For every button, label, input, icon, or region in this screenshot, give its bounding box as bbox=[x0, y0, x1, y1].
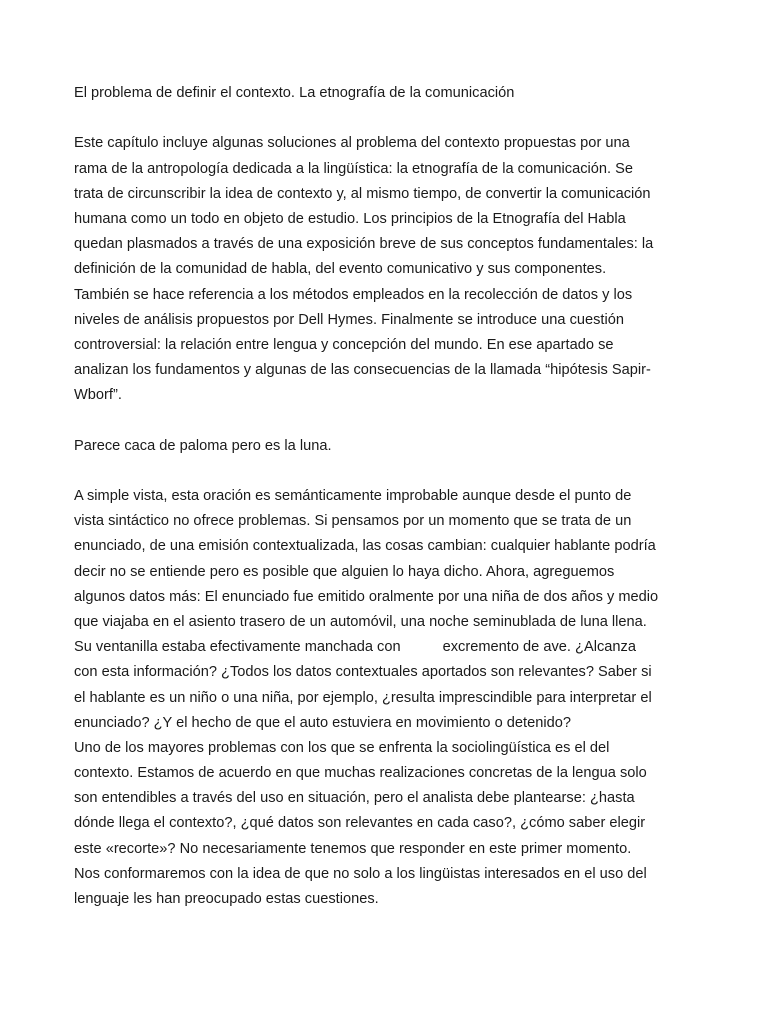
paragraph-line: controversial: la relación entre lengua y concepción del mundo. En ese apartado se bbox=[74, 336, 614, 353]
paragraph-line bbox=[74, 635, 704, 660]
paragraph-context bbox=[74, 736, 704, 912]
paragraph-line: analizan los fundamentos y algunas de las consecuencias de la llamada “hipótesis Sapir- bbox=[74, 362, 651, 379]
paragraph-line: que viajaba en el asiento trasero de un automóvil, una noche seminublada de luna llena. bbox=[74, 613, 647, 630]
paragraph-line: humana como un todo en objeto de estudio. Los principios de la Etnografía del Habla bbox=[74, 210, 626, 227]
paragraph-line: niveles de análisis propuestos por Dell Hymes. Finalmente se introduce una cuestión bbox=[74, 311, 625, 328]
paragraph-line: trata de circunscribir la idea de contexto y, al mismo tiempo, de convertir la comunicación bbox=[74, 185, 651, 202]
paragraph-line: También se hace referencia a los métodos empleados en la recolección de datos y los bbox=[74, 286, 633, 303]
paragraph-line: Este capítulo incluye algunas soluciones al problema del contexto propuestas por una bbox=[74, 135, 630, 152]
spacer bbox=[74, 106, 704, 131]
paragraph-line: Uno de los mayores problemas con los que se enfrenta la sociolingüística es el del bbox=[74, 739, 610, 756]
spacer bbox=[74, 459, 704, 484]
line-segment: excremento de ave. ¿Alcanza bbox=[442, 639, 636, 656]
example-sentence: Parece caca de paloma pero es la luna. bbox=[74, 437, 332, 454]
paragraph-intro bbox=[74, 131, 704, 408]
document-title: El problema de definir el contexto. La etnografía de la comunicación bbox=[74, 85, 515, 101]
paragraph-line: decir no se entiende pero es posible que alguien lo haya dicho. Ahora, agreguemos bbox=[74, 563, 615, 580]
paragraph-line: este «recorte»? No necesariamente tenemos que responder en este primer momento. bbox=[74, 840, 632, 857]
paragraph-line: quedan plasmados a través de una exposición breve de sus conceptos fundamentales: la bbox=[74, 236, 654, 253]
document-page bbox=[74, 81, 704, 912]
paragraph-line: son entendibles a través del uso en situación, pero el analista debe plantearse: ¿hasta bbox=[74, 790, 635, 807]
paragraph-line: definición de la comunidad de habla, del evento comunicativo y sus componentes. bbox=[74, 261, 607, 278]
paragraph-line: contexto. Estamos de acuerdo en que muchas realizaciones concretas de la lengua solo bbox=[74, 765, 647, 782]
paragraph-line: enunciado, de una emisión contextualizada, las cosas cambian: cualquier hablante podría bbox=[74, 538, 656, 555]
paragraph-line: lenguaje les han preocupado estas cuestiones. bbox=[74, 891, 379, 907]
paragraph-line: Nos conformaremos con la idea de que no solo a los lingüistas interesados en el uso del bbox=[74, 865, 647, 882]
spacer bbox=[74, 408, 704, 433]
paragraph-line: vista sintáctico no ofrece problemas. Si pensamos por un momento que se trata de un bbox=[74, 513, 632, 530]
paragraph-line: Wborf”. bbox=[74, 387, 122, 404]
line-segment: Su ventanilla estaba efectivamente manchada con bbox=[74, 639, 401, 656]
paragraph-analysis bbox=[74, 484, 704, 736]
paragraph-line: enunciado? ¿Y el hecho de que el auto estuviera en movimiento o detenido? bbox=[74, 714, 571, 731]
paragraph-line: con esta información? ¿Todos los datos contextuales aportados son relevantes? Saber si bbox=[74, 664, 652, 681]
paragraph-line: algunos datos más: El enunciado fue emitido oralmente por una niña de dos años y medio bbox=[74, 588, 659, 605]
paragraph-line: rama de la antropología dedicada a la lingüística: la etnografía de la comunicación. Se bbox=[74, 160, 634, 177]
paragraph-line: dónde llega el contexto?, ¿qué datos son relevantes en cada caso?, ¿cómo saber elegir bbox=[74, 815, 646, 832]
paragraph-line: el hablante es un niño o una niña, por ejemplo, ¿resulta imprescindible para interpretar el bbox=[74, 689, 652, 706]
paragraph-line: A simple vista, esta oración es semánticamente improbable aunque desde el punto de bbox=[74, 488, 632, 504]
